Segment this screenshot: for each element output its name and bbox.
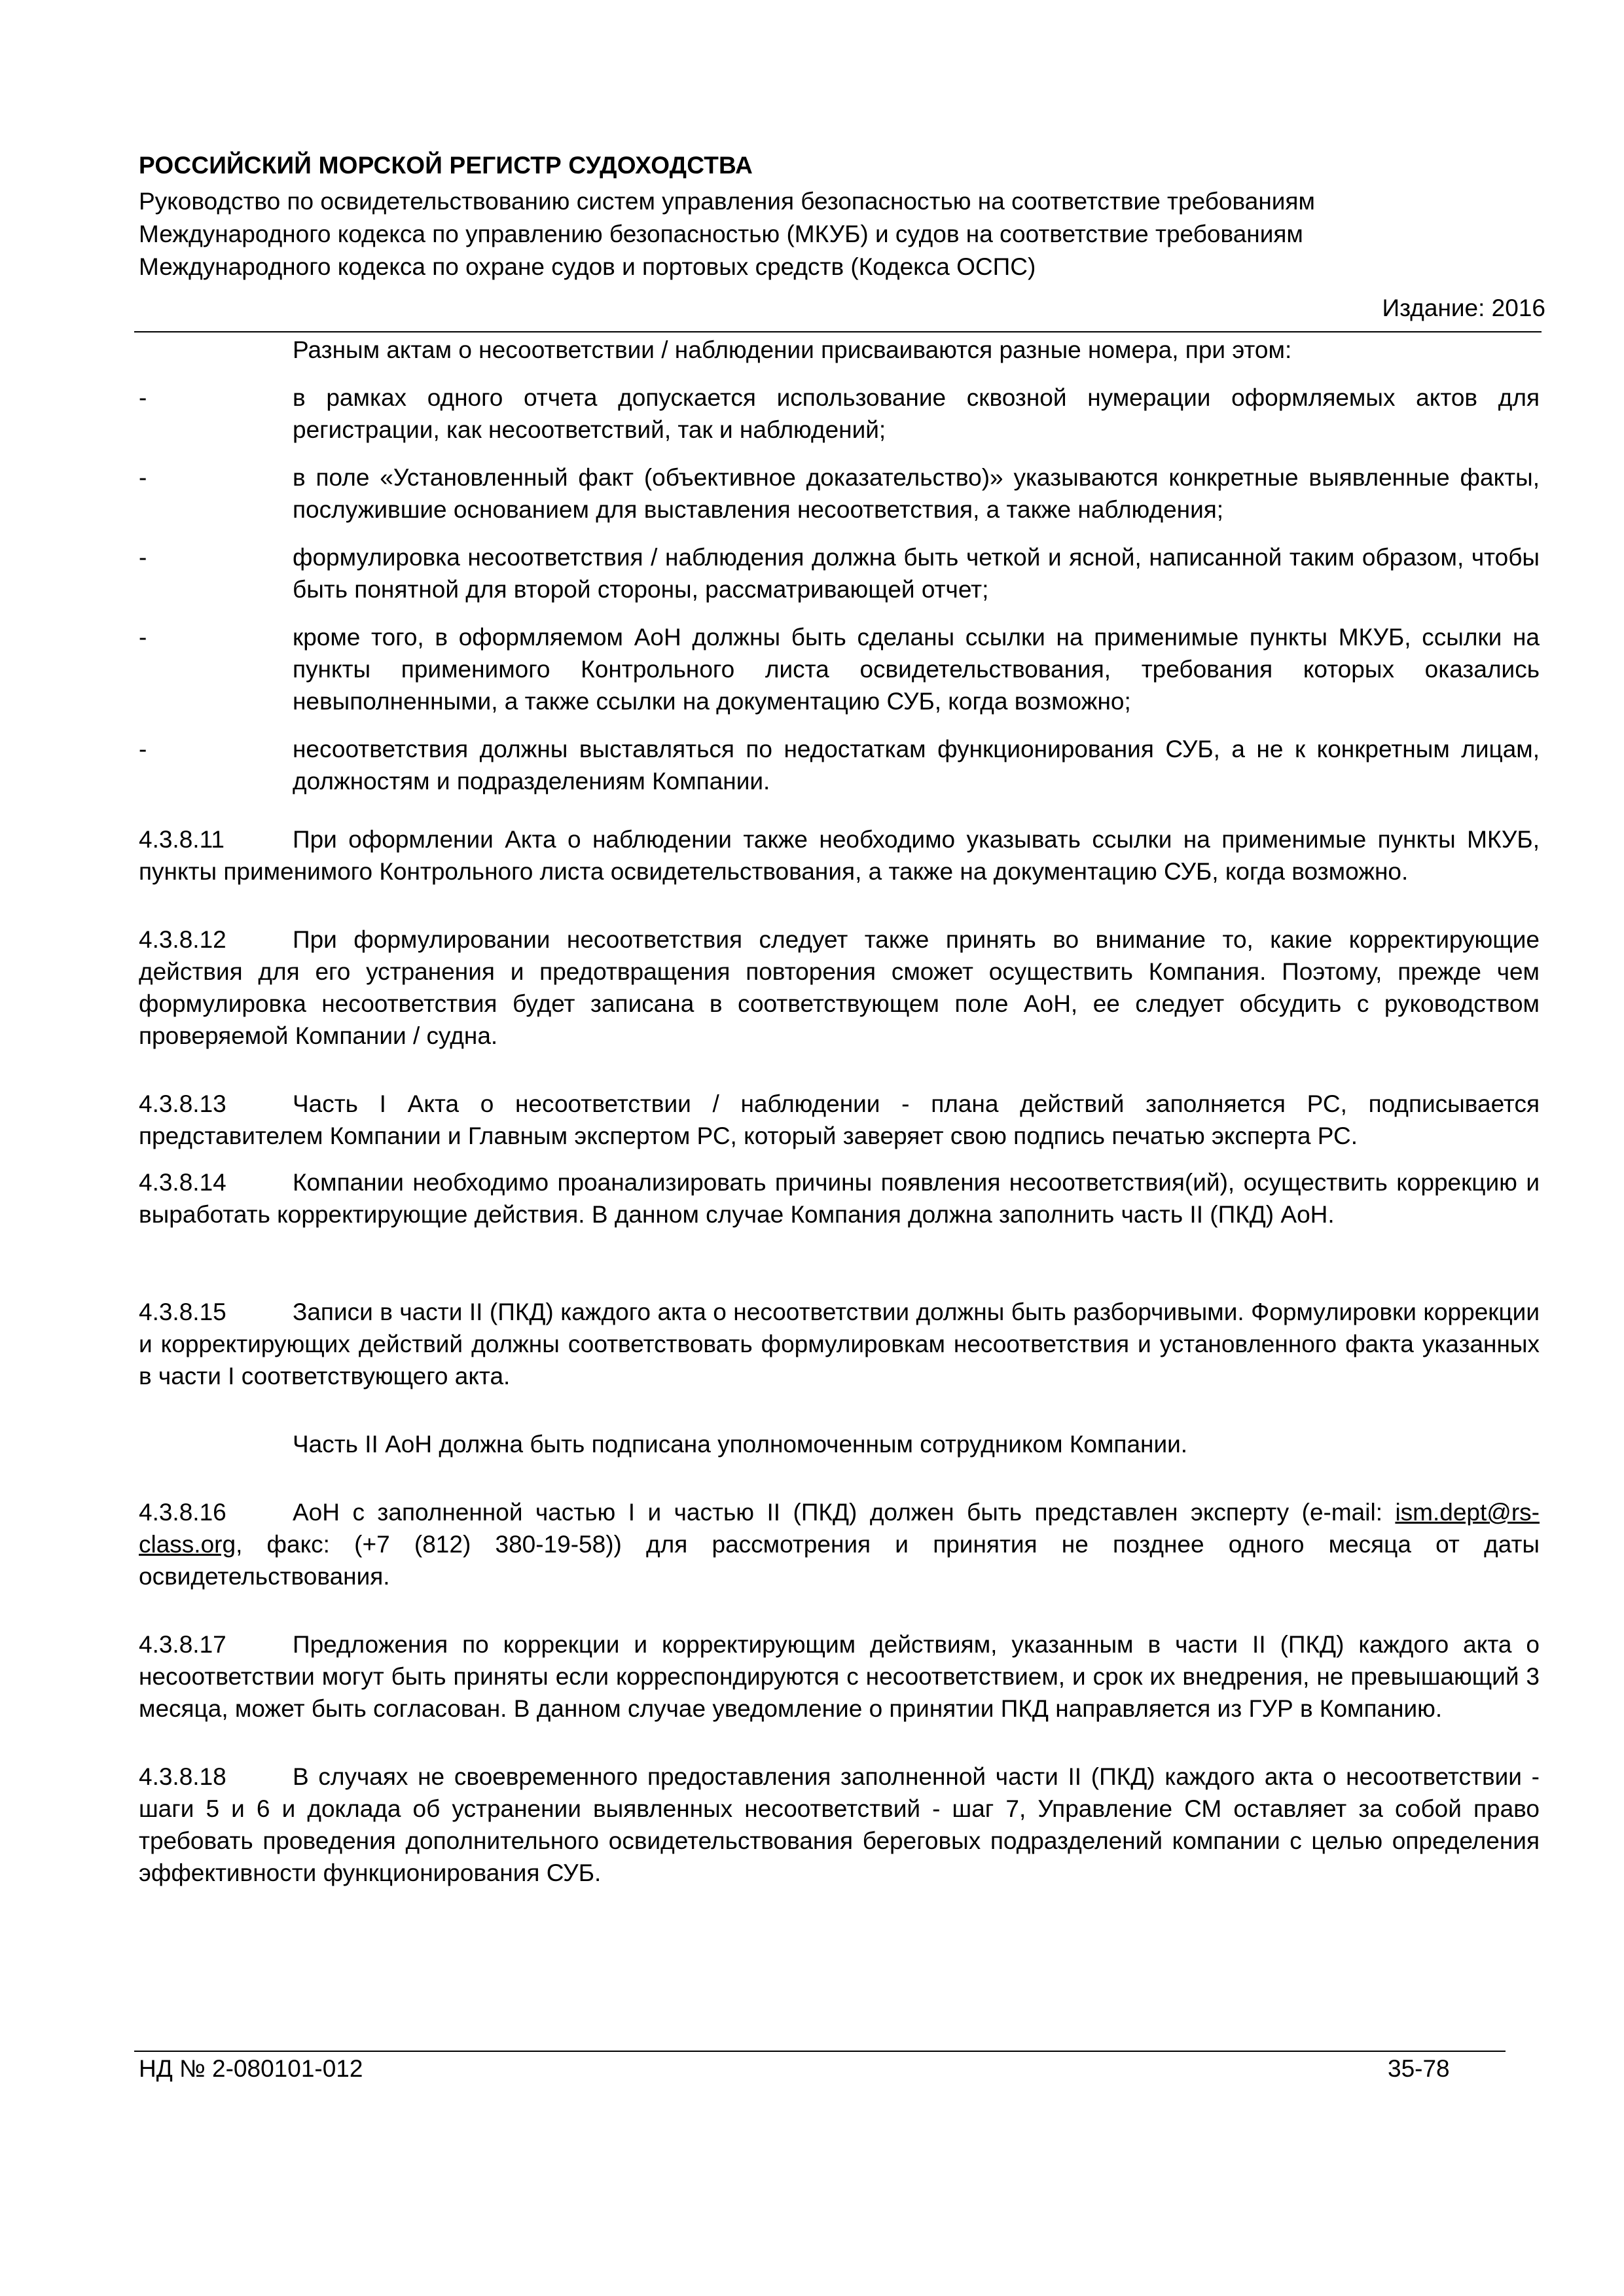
email-link[interactable]: ism.dept@rs-class.org: [139, 1499, 1540, 1558]
paragraph-4-3-8-18: [139, 1761, 1540, 1889]
paragraph-text: При оформлении Акта о наблюдении также необходимо указывать ссылки на применимые пункты МКУБ, пункты применимого Контрольного листа освидетельствования, а также на документацию СУБ, когда возможно.: [139, 826, 1540, 885]
paragraph-4-3-8-11: [139, 823, 1540, 888]
list-item: [139, 461, 1540, 526]
bullet-text: кроме того, в оформляемом АоН должны быть сделаны ссылки на применимые пункты МКУБ, ссылки на пункты применимого Контрольного листа освидетельствования, требования которых оказались невыполненными, а также ссылки на документацию СУБ, когда возможно;: [293, 624, 1540, 715]
paragraph-number: 4.3.8.17: [139, 1631, 226, 1658]
bullet-dash: -: [139, 624, 147, 651]
paragraph-4-3-8-15: [139, 1296, 1540, 1392]
paragraph-text: Часть I Акта о несоответствии / наблюдении - плана действий заполняется РС, подписывается представителем Компании и Главным экспертом РС, который заверяет свою подпись печатью эксперта РС.: [139, 1090, 1540, 1149]
footer-divider: [134, 2051, 1506, 2052]
document-body: [139, 334, 1540, 1925]
paragraph-number: 4.3.8.15: [139, 1299, 226, 1325]
bullet-dash: -: [139, 464, 147, 491]
header-org-title: РОССИЙСКИЙ МОРСКОЙ РЕГИСТР СУДОХОДСТВА: [139, 152, 753, 179]
paragraph-4-3-8-17: [139, 1628, 1540, 1725]
paragraph-number: 4.3.8.13: [139, 1090, 226, 1117]
paragraph-4-3-8-12: [139, 924, 1540, 1052]
bullet-dash: -: [139, 544, 147, 571]
header-subtitle: [139, 185, 1540, 283]
paragraph-text: , факс: (+7 (812) 380-19-58)) для рассмотрения и принятия не позднее одного месяца от даты освидетельствования.: [139, 1531, 1540, 1590]
header-subtitle-line: Международного кодекса по управлению безопасностью (МКУБ) и судов на соответствие требованиям: [139, 221, 1303, 247]
footer-doc-number: НД № 2-080101-012: [139, 2055, 363, 2082]
edition-label: Издание: 2016: [1382, 295, 1545, 321]
paragraph-4-3-8-13: [139, 1088, 1540, 1152]
paragraph-text: Записи в части II (ПКД) каждого акта о несоответствии должны быть разборчивыми. Формулировки коррекции и корректирующих действий должны соответствовать формулировкам несоответствия и установленного факта указанных в части I соответствующего акта.: [139, 1299, 1540, 1390]
paragraph-text: Компании необходимо проанализировать причины появления несоответствия(ий), осуществить коррекцию и выработать корректирующие действия. В данном случае Компания должна заполнить часть II (ПКД) АоН.: [139, 1169, 1540, 1228]
header-subtitle-line: Международного кодекса по охране судов и портовых средств (Кодекса ОСПС): [139, 253, 1036, 280]
list-item: [139, 382, 1540, 446]
footer-page-number: 35-78: [1388, 2055, 1450, 2082]
bullet-text: формулировка несоответствия / наблюдения должна быть четкой и ясной, написанной таким образом, чтобы быть понятной для второй стороны, рассматривающей отчет;: [293, 544, 1540, 603]
signed-note: Часть II АоН должна быть подписана уполномоченным сотрудником Компании.: [293, 1431, 1188, 1458]
paragraph-4-3-8-14: [139, 1166, 1540, 1230]
paragraph-text: АоН с заполненной частью I и частью II (ПКД) должен быть представлен эксперту (e-mail:: [293, 1499, 1396, 1526]
bullet-dash: -: [139, 384, 147, 411]
header-subtitle-line: Руководство по освидетельствованию систем управления безопасностью на соответствие требованиям: [139, 188, 1315, 215]
intro-text: Разным актам о несоответствии / наблюдении присваиваются разные номера, при этом:: [293, 336, 1292, 363]
bullet-text: в рамках одного отчета допускается использование сквозной нумерации оформляемых актов для регистрации, как несоответствий, так и наблюдений;: [293, 384, 1540, 443]
bullet-dash: -: [139, 736, 147, 762]
paragraph-text: При формулировании несоответствия следует также принять во внимание то, какие корректирующие действия для его устранения и предотвращения повторения сможет осуществить Компания. Поэтому, прежде чем формулировка несоответствия будет записана в соответствующем поле АоН, ее следует обсудить с руководством проверяемой Компании / судна.: [139, 926, 1540, 1049]
list-item: [139, 621, 1540, 717]
paragraph-number: 4.3.8.12: [139, 926, 226, 953]
bullet-text: несоответствия должны выставляться по недостаткам функционирования СУБ, а не к конкретным лицам, должностям и подразделениям Компании.: [293, 736, 1540, 795]
header-divider: [134, 331, 1542, 332]
paragraph-4-3-8-16: [139, 1496, 1540, 1592]
paragraph-text: Предложения по коррекции и корректирующим действиям, указанным в части II (ПКД) каждого акта о несоответствии могут быть приняты если корреспондируются с несоответствием, и срок их внедрения, не превышающий 3 месяца, может быть согласован. В данном случае уведомление о принятии ПКД направляется из ГУР в Компанию.: [139, 1631, 1540, 1722]
paragraph-text: В случаях не своевременного предоставления заполненной части II (ПКД) каждого акта о несоответствии - шаги 5 и 6 и доклада об устранении выявленных несоответствий - шаг 7, Управление СМ оставляет за собой право требовать проведения дополнительного освидетельствования береговых подразделений компании с целью определения эффективности функционирования СУБ.: [139, 1763, 1540, 1886]
paragraph-number: 4.3.8.11: [139, 826, 225, 853]
paragraph-number: 4.3.8.18: [139, 1763, 226, 1790]
list-item: [139, 733, 1540, 797]
bullet-text: в поле «Установленный факт (объективное доказательство)» указываются конкретные выявленные факты, послужившие основанием для выставления несоответствия, а также наблюдения;: [293, 464, 1540, 523]
list-item: [139, 541, 1540, 605]
paragraph-number: 4.3.8.16: [139, 1499, 226, 1526]
paragraph-number: 4.3.8.14: [139, 1169, 226, 1196]
